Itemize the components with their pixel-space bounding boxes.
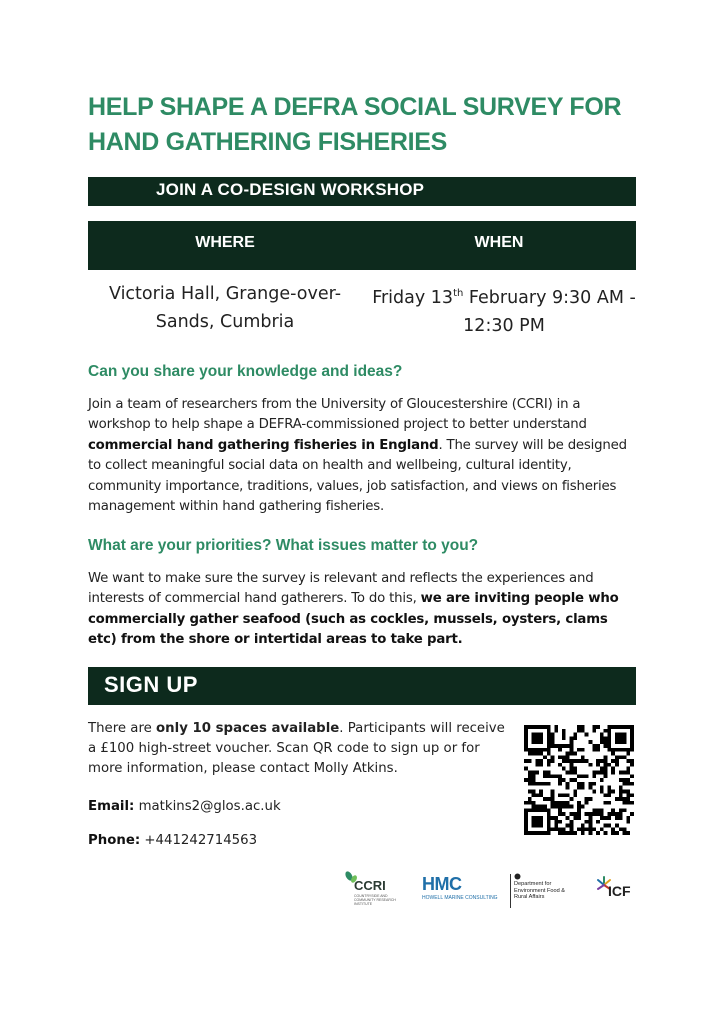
intro-paragraph: [88, 395, 636, 518]
sign-up-section: [88, 719, 636, 851]
when-time: February 9:30 AM - 12:30 PM: [463, 287, 636, 336]
sign-up-text: [88, 719, 508, 779]
email-label: Email:: [88, 798, 135, 814]
phone-number[interactable]: +441242714563: [140, 832, 258, 848]
ccri-logo-text: CCRI: [354, 878, 386, 893]
crest-icon: [514, 873, 521, 880]
flyer: [88, 90, 636, 851]
join-banner: JOIN A CO-DESIGN WORKSHOP: [88, 177, 636, 206]
title-line-1: HELP SHAPE A DEFRA SOCIAL SURVEY FOR: [88, 93, 622, 121]
hmc-logo-subtext: HOWELL MARINE CONSULTING: [422, 895, 498, 901]
when-ordinal: th: [453, 288, 464, 299]
qr-code-icon[interactable]: [524, 725, 634, 835]
where-label: WHERE: [195, 234, 255, 251]
heading-knowledge: Can you share your knowledge and ideas?: [88, 362, 403, 380]
email-link[interactable]: matkins2@glos.ac.uk: [134, 798, 281, 814]
sign-text-c: . Participants will receive a £100 high-street voucher. Scan QR code to sign up or for more information, please contact Molly Atkins.: [88, 720, 505, 776]
hmc-logo-text: HMC: [422, 874, 462, 894]
sign-text-bold: only 10 spaces available: [156, 720, 340, 736]
intro-text-bold: commercial hand gathering fisheries in England: [88, 437, 439, 453]
sign-text-a: There are: [88, 720, 157, 736]
flyer-title: [88, 90, 636, 160]
when-value: [362, 280, 636, 340]
priorities-text-bold: we are inviting people who commercially gather seafood (such as cockles, mussels, oysters, clams etc) from the shore or intertidal areas to take part.: [88, 591, 619, 648]
defra-logo-text: Department for Environment Food & Rural Affairs: [514, 881, 565, 900]
sign-up-banner: SIGN UP: [88, 667, 636, 705]
intro-text-a: Join a team of researchers from the University of Gloucestershire (CCRI) in a workshop to help shape a DEFRA-commissioned project to better understand: [88, 396, 587, 433]
when-date: Friday 13: [372, 287, 454, 308]
where-value: Victoria Hall, Grange-over-Sands, Cumbria: [108, 284, 342, 332]
where-when-values: [88, 280, 636, 340]
priorities-text-a: We want to make sure the survey is relevant and reflects the experiences and interests of commercial hand gatherers. To do this,: [88, 570, 594, 607]
heading-priorities: What are your priorities? What issues matter to you?: [88, 536, 479, 554]
icf-logo-text: ICF: [608, 883, 631, 899]
partner-logos: [340, 868, 640, 914]
where-when-banner: [88, 221, 636, 270]
title-line-2: HAND GATHERING FISHERIES: [88, 128, 448, 156]
intro-text-c: . The survey will be designed to collect meaningful social data on health and wellbeing, cultural identity, community importance, traditions, values, job satisfaction, and views on fisheries management within hand gathering fisheries.: [88, 437, 627, 515]
when-label: WHEN: [474, 234, 524, 251]
defra-logo: [510, 874, 577, 908]
priorities-paragraph: [88, 569, 636, 651]
ccri-logo-subtext: COUNTRYSIDE AND COMMUNITY RESEARCH INSTITUTE: [354, 894, 396, 906]
phone-label: Phone:: [88, 832, 141, 848]
